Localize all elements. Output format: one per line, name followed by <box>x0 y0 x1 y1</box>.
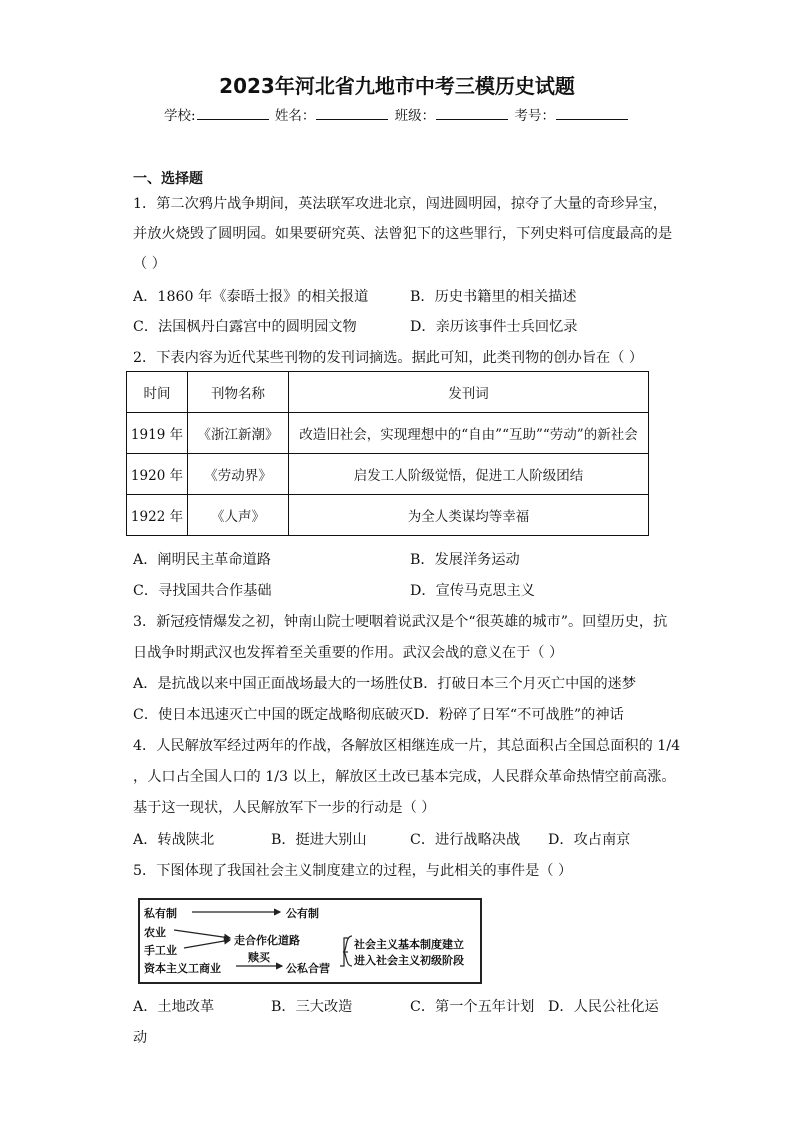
diagram-agriculture: 农业 <box>144 926 166 939</box>
diagram-cooperative: 走合作化道路 <box>234 934 300 947</box>
exam-title: 2023年河北省九地市中考三模历史试题 <box>219 74 575 98</box>
q1-option-b: B．历史书籍里的相关描述 <box>410 289 577 305</box>
q5-stem: 5．下图体现了我国社会主义制度建立的过程，与此相关的事件是（ ） <box>133 863 573 879</box>
q5-option-b: B．三大改造 <box>271 999 353 1015</box>
q1-line-3: （ ） <box>133 256 166 272</box>
exam-no-blank <box>556 107 628 120</box>
diagram-joint: 公私合营 <box>286 962 330 975</box>
q4-option-c: C．进行战略决战 <box>410 832 521 848</box>
table-header-row <box>127 372 649 413</box>
table-cell: 1922 年 <box>127 495 188 536</box>
diagram-private: 私有制 <box>144 907 177 920</box>
table-header: 刊物名称 <box>188 372 289 413</box>
student-info-line <box>0 104 794 124</box>
table-cell: 为全人类谋均等幸福 <box>289 495 649 536</box>
q1-option-c: C．法国枫丹白露宫中的圆明园文物 <box>133 319 357 335</box>
q3-options-ab: A．是抗战以来中国正面战场最大的一场胜仗B．打破日本三个月灭亡中国的迷梦 <box>133 676 637 692</box>
q2-option-c: C．寻找国共合作基础 <box>133 583 272 599</box>
name-label: 姓名： <box>274 108 316 124</box>
q2-stem: 2．下表内容为近代某些刊物的发刊词摘选。据此可知，此类刊物的创办旨在（ ） <box>133 350 644 366</box>
class-label: 班级： <box>394 108 436 124</box>
table-cell: 《人声》 <box>188 495 289 536</box>
q3-line-1: 3．新冠疫情爆发之初，钟南山院士哽咽着说武汉是个“很英雄的城市”。回望历史，抗 <box>133 614 668 630</box>
diagram-handicraft: 手工业 <box>144 944 177 957</box>
q1-option-a: A．1860 年《泰晤士报》的相关报道 <box>133 289 369 305</box>
table-row <box>127 495 649 536</box>
q4-option-a: A．转战陕北 <box>133 832 215 848</box>
exam-no-label: 考号： <box>514 108 555 124</box>
q2-option-a: A．阐明民主革命道路 <box>133 552 271 568</box>
table-header: 发刊词 <box>289 372 649 413</box>
section-title: 一、选择题 <box>133 171 203 187</box>
q2-option-b: B．发展洋务运动 <box>410 552 520 568</box>
q5-option-d: D．人民公社化运 <box>548 999 659 1015</box>
table-cell: 改造旧社会，实现理想中的“自由”“互助”“劳动”的新社会 <box>289 413 649 454</box>
q5-flow-diagram <box>138 898 482 984</box>
q4-option-d: D．攻占南京 <box>548 832 631 848</box>
class-blank <box>436 107 508 120</box>
q4-line-1: 4．人民解放军经过两年的作战，各解放区相继连成一片，其总面积占全国总面积的 1/4 <box>133 738 681 754</box>
school-blank <box>197 107 269 120</box>
diagram-public: 公有制 <box>286 907 319 920</box>
q4-line-2: ，人口占全国人口的 1/3 以上，解放区土改已基本完成，人民群众革命热情空前高涨。 <box>133 769 676 785</box>
school-label: 学校: <box>164 108 196 124</box>
q3-line-2: 日战争时期武汉也发挥着至关重要的作用。武汉会战的意义在于（ ） <box>133 645 564 661</box>
table-row <box>127 413 649 454</box>
table-cell: 《劳动界》 <box>188 454 289 495</box>
q1-line-1: 1．第二次鸦片战争期间，英法联军攻进北京，闯进圆明园，掠夺了大量的奇珍异宝， <box>133 196 667 212</box>
diagram-result-1: 社会主义基本制度建立 <box>354 938 464 951</box>
table-row <box>127 454 649 495</box>
name-blank <box>316 107 388 120</box>
diagram-result-2: 进入社会主义初级阶段 <box>354 954 464 967</box>
q1-line-2: 并放火烧毁了圆明园。如果要研究英、法曾犯下的这些罪行，下列史料可信度最高的是 <box>133 226 673 242</box>
q2-table <box>126 371 649 536</box>
q5-option-c: C．第一个五年计划 <box>410 999 535 1015</box>
table-cell: 《浙江新潮》 <box>188 413 289 454</box>
table-cell: 1920 年 <box>127 454 188 495</box>
q5-option-a: A．土地改革 <box>133 999 215 1015</box>
q4-option-b: B．挺进大别山 <box>271 832 367 848</box>
q5-option-d-wrap: 动 <box>133 1030 148 1046</box>
table-cell: 1919 年 <box>127 413 188 454</box>
q4-line-3: 基于这一现状，人民解放军下一步的行动是（ ） <box>133 800 436 816</box>
table-cell: 启发工人阶级觉悟，促进工人阶级团结 <box>289 454 649 495</box>
table-header: 时间 <box>127 372 188 413</box>
q2-option-d: D．宣传马克思主义 <box>410 583 535 599</box>
q3-options-cd: C．使日本迅速灭亡中国的既定战略彻底破灭D．粉碎了日军“不可战胜”的神话 <box>133 707 624 723</box>
diagram-redemption: 赎买 <box>248 951 270 964</box>
q1-option-d: D．亲历该事件士兵回忆录 <box>410 319 578 335</box>
diagram-capitalist: 资本主义工商业 <box>144 962 221 975</box>
